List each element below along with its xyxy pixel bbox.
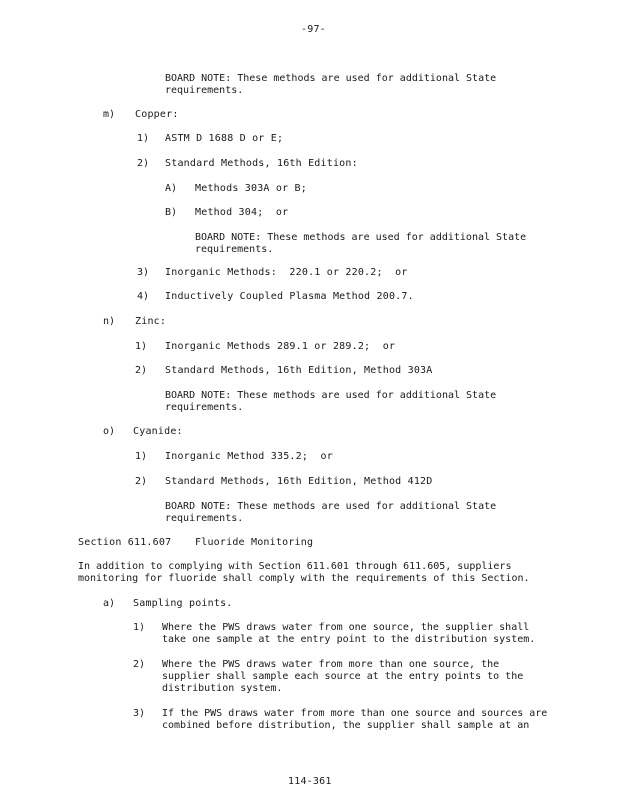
zinc-label: n) bbox=[103, 316, 116, 327]
page-id: 114-361 bbox=[288, 776, 332, 787]
cyanide-board-note: BOARD NOTE: These methods are used for additional State requirements. bbox=[165, 501, 497, 524]
copper-sub-a-num: A) bbox=[165, 183, 178, 194]
point-3-num: 3) bbox=[133, 708, 146, 719]
copper-item-3-num: 3) bbox=[137, 267, 150, 278]
cyanide-item-1-num: 1) bbox=[135, 451, 148, 462]
copper-item-4-num: 4) bbox=[137, 291, 150, 302]
cyanide-title: Cyanide: bbox=[133, 426, 183, 437]
zinc-item-2-num: 2) bbox=[135, 365, 148, 376]
sampling-title: Sampling points. bbox=[133, 598, 233, 609]
section-intro: In addition to complying with Section 611.601 through 611.605, suppliers monitoring for fluoride shall comply with the requirements of this Section. bbox=[78, 561, 530, 584]
copper-item-3-text: Inorganic Methods: 220.1 or 220.2; or bbox=[165, 267, 408, 278]
cyanide-label: o) bbox=[103, 426, 116, 437]
point-1-text: Where the PWS draws water from one source, the supplier shall take one sample at the entry point to the distribution system. bbox=[162, 622, 536, 645]
zinc-item-2-text: Standard Methods, 16th Edition, Method 303A bbox=[165, 365, 433, 376]
copper-item-2-num: 2) bbox=[137, 158, 150, 169]
copper-board-note: BOARD NOTE: These methods are used for additional State requirements. bbox=[195, 232, 527, 255]
copper-sub-b-text: Method 304; or bbox=[195, 207, 289, 218]
point-2-num: 2) bbox=[133, 659, 146, 670]
section-number: Section 611.607 bbox=[78, 537, 172, 548]
sampling-label: a) bbox=[103, 598, 116, 609]
zinc-item-1-num: 1) bbox=[135, 341, 148, 352]
copper-sub-b-num: B) bbox=[165, 207, 178, 218]
cyanide-item-2-num: 2) bbox=[135, 476, 148, 487]
point-2-text: Where the PWS draws water from more than one source, the supplier shall sample each source at the entry points to the distribution system. bbox=[162, 659, 524, 694]
page-number: -97- bbox=[301, 24, 326, 35]
point-3-text: If the PWS draws water from more than one source and sources are combined before distribution, the supplier shall sample at an bbox=[162, 708, 548, 731]
copper-item-1-num: 1) bbox=[137, 133, 150, 144]
board-note-top: BOARD NOTE: These methods are used for additional State requirements. bbox=[165, 73, 497, 96]
copper-title: Copper: bbox=[135, 109, 179, 120]
copper-label: m) bbox=[103, 109, 116, 120]
section-title: Fluoride Monitoring bbox=[195, 537, 314, 548]
copper-item-2-text: Standard Methods, 16th Edition: bbox=[165, 158, 358, 169]
copper-item-1-text: ASTM D 1688 D or E; bbox=[165, 133, 284, 144]
copper-item-4-text: Inductively Coupled Plasma Method 200.7. bbox=[165, 291, 414, 302]
cyanide-item-1-text: Inorganic Method 335.2; or bbox=[165, 451, 333, 462]
zinc-board-note: BOARD NOTE: These methods are used for additional State requirements. bbox=[165, 390, 497, 413]
cyanide-item-2-text: Standard Methods, 16th Edition, Method 412D bbox=[165, 476, 433, 487]
point-1-num: 1) bbox=[133, 622, 146, 633]
copper-sub-a-text: Methods 303A or B; bbox=[195, 183, 307, 194]
zinc-item-1-text: Inorganic Methods 289.1 or 289.2; or bbox=[165, 341, 396, 352]
zinc-title: Zinc: bbox=[135, 316, 167, 327]
